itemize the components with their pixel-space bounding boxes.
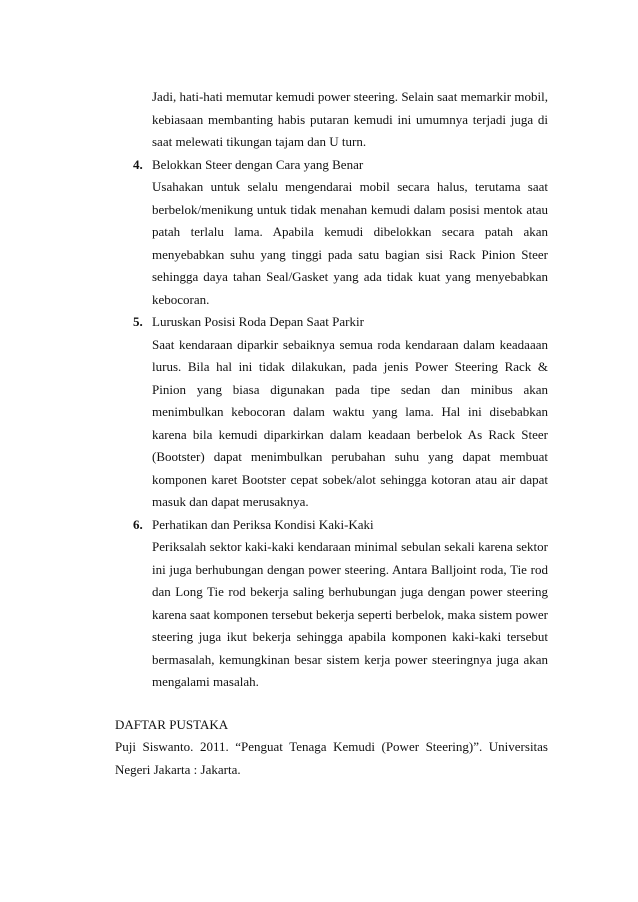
- list-item-6: [0, 514, 638, 694]
- list-item-4: [0, 154, 638, 312]
- item-body: Saat kendaraan diparkir sebaiknya semua roda kendaraan dalam keadaaan lurus. Bila hal ini tidak dilakukan, pada jenis Power Steering Rack & Pinion yang biasa digunakan pada tipe sedan dan minibus akan menimbulkan kebocoran dalam waktu yang lama. Hal ini disebabkan karena bila kemudi diparkirkan dalam keadaan berbelok As Rack Steer (Bootster) dapat menimbulkan perubahan suhu yang dapat membuat komponen karet Bootster cepat sobek/alot sehingga kotoran atau air dapat masuk dan dapat merusaknya.: [152, 336, 548, 509]
- item-heading-text: Luruskan Posisi Roda Depan Saat Parkir: [152, 314, 364, 329]
- item-number: 5.: [133, 314, 143, 329]
- item-heading: [0, 154, 638, 177]
- list-item-5: [0, 311, 638, 514]
- bibliography-entry: Puji Siswanto. 2011. “Penguat Tenaga Kemudi (Power Steering)”. Universitas Negeri Jakarta : Jakarta.: [115, 739, 548, 777]
- page-content: [0, 86, 638, 781]
- bibliography-title: DAFTAR PUSTAKA: [115, 716, 229, 732]
- item-number: 6.: [133, 516, 143, 532]
- item-heading: [0, 311, 638, 334]
- bibliography-section: [0, 714, 638, 782]
- item-heading-text: Belokkan Steer dengan Cara yang Benar: [152, 156, 364, 172]
- item-number: 4.: [133, 156, 143, 172]
- intro-paragraph: Jadi, hati-hati memutar kemudi power steering. Selain saat memarkir mobil, kebiasaan membanting habis putaran kemudi ini umumnya terjadi juga di saat melewati tikungan tajam dan U turn.: [152, 89, 548, 149]
- item-heading-text: Perhatikan dan Periksa Kondisi Kaki-Kaki: [152, 516, 374, 532]
- item-body: Usahakan untuk selalu mengendarai mobil secara halus, terutama saat berbelok/menikung untuk tidak menahan kemudi dalam posisi mentok atau patah terlalu lama. Apabila kemudi dibelokkan secara patah akan menyebabkan suhu yang tinggi pada satu bagian sisi Rack Pinion Steer sehingga daya tahan Seal/Gasket yang ada tidak kuat yang menyebabkan kebocoran.: [152, 179, 548, 307]
- item-heading: [0, 514, 638, 537]
- item-body: Periksalah sektor kaki-kaki kendaraan minimal sebulan sekali karena sektor ini juga berhubungan dengan power steering. Antara Balljoint roda, Tie rod dan Long Tie rod bekerja saling berhubungan juga dengan power steering karena saat komponen tersebut bekerja seperti berbelok, maka sistem power steering juga ikut bekerja sehingga apabila komponen kaki-kaki tersebut bermasalah, kemungkinan besar sistem kerja power steeringnya juga akan mengalami masalah.: [152, 539, 548, 689]
